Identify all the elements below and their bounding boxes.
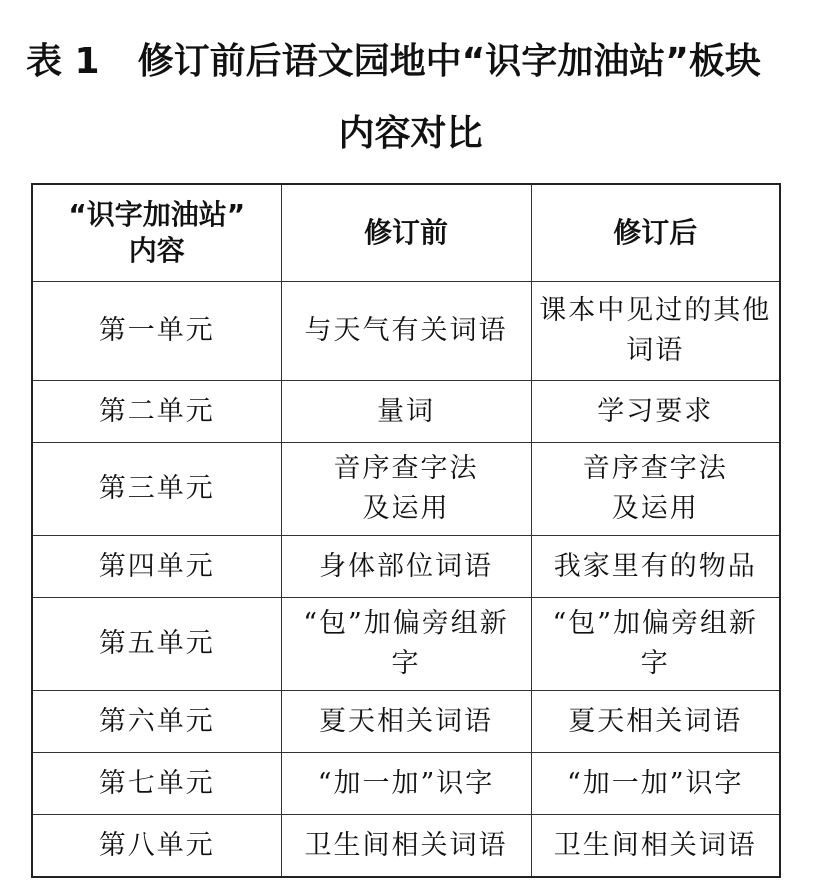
table-row: [32, 598, 780, 691]
table-caption-line-1: [26, 40, 761, 84]
table-row: [32, 815, 780, 878]
after-cell: 夏天相关词语: [531, 691, 780, 753]
comparison-table: [31, 183, 781, 878]
table-row: [32, 691, 780, 753]
after-cell: 学习要求: [531, 381, 780, 443]
before-cell: 夏天相关词语: [281, 691, 531, 753]
unit-cell: 第一单元: [32, 282, 281, 381]
table-title-line-1: 修订前后语文园地中“识字加油站”板块: [137, 41, 761, 82]
unit-cell: 第七单元: [32, 753, 281, 815]
after-cell: 我家里有的物品: [531, 536, 780, 598]
after-cell: [531, 598, 780, 691]
table-row: [32, 282, 780, 381]
after-cell: 卫生间相关词语: [531, 815, 780, 878]
after-cell-text: 课本中见过的其他词语: [539, 295, 772, 366]
before-cell: “加一加”识字: [281, 753, 531, 815]
table-title-line-2: 内容对比: [338, 113, 483, 154]
before-cell: [281, 443, 531, 536]
table-row: [32, 753, 780, 815]
after-cell: “加一加”识字: [531, 753, 780, 815]
header-content-line-2: 内容: [128, 234, 185, 267]
table-number-label: 表 1: [26, 41, 100, 82]
after-cell-text: “包”加偏旁组新字: [552, 608, 759, 679]
after-cell: [531, 282, 780, 381]
header-content-column: [32, 184, 281, 282]
before-cell: 量词: [281, 381, 531, 443]
before-cell-text: 音序查字法及运用: [333, 453, 479, 524]
after-cell: [531, 443, 780, 536]
table-row: [32, 381, 780, 443]
header-after-column: 修订后: [531, 184, 780, 282]
unit-cell: 第二单元: [32, 381, 281, 443]
header-content-line-1: “识字加油站”: [68, 198, 246, 231]
unit-cell: 第六单元: [32, 691, 281, 753]
after-cell-text: 音序查字法及运用: [582, 453, 728, 524]
header-row: [32, 184, 780, 282]
before-cell: 卫生间相关词语: [281, 815, 531, 878]
before-cell: 与天气有关词语: [281, 282, 531, 381]
before-cell: [281, 598, 531, 691]
before-cell-text: “包”加偏旁组新字: [303, 608, 509, 679]
table-row: [32, 443, 780, 536]
header-before-column: 修订前: [281, 184, 531, 282]
unit-cell: 第三单元: [32, 443, 281, 536]
unit-cell: 第四单元: [32, 536, 281, 598]
table-row: [32, 536, 780, 598]
unit-cell: 第五单元: [32, 598, 281, 691]
before-cell: 身体部位词语: [281, 536, 531, 598]
unit-cell: 第八单元: [32, 815, 281, 878]
